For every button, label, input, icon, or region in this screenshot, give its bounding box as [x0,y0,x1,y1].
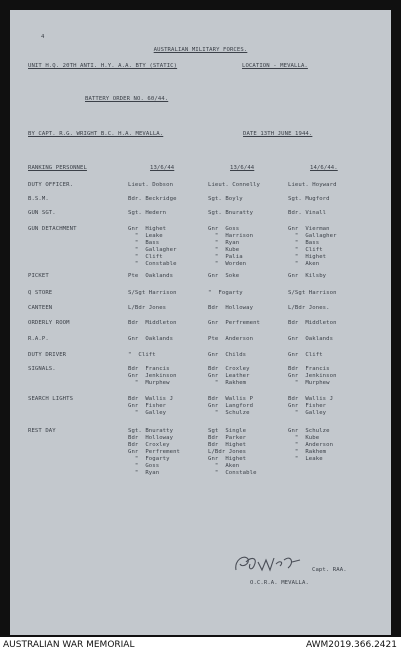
roster-cell: Gnr Highet " Leake " Bass " Gallagher " Clift " Constable [128,226,177,267]
roster-cell: Bdr. Vinall [288,210,327,216]
roster-cell: Gnr Vierman " Gallagher " Bass " Clift " Highet " Aken [288,226,337,267]
roster-row-label: SIGNALS. [28,366,56,372]
roster-cell: " Clift [128,352,156,358]
roster-cell: Lieut. Dobson [128,182,174,188]
roster-cell: Gnr Oaklands [288,336,334,342]
roster-cell: Bdr Francis Gnr Jenkinson " Murphew [128,366,177,386]
signature-image [232,550,322,578]
roster-cell: Gnr Kilsby [288,273,327,279]
roster-row-label: GUN SGT. [28,210,56,216]
roster-cell: Sgt. Boyly [208,196,243,202]
location-line: LOCATION - MEVALLA. [242,63,308,69]
roster-cell: Bdr Holloway [208,305,254,311]
roster-row-label: DUTY OFFICER. [28,182,74,188]
signature-title: O.C.R.A. MEVALLA. [250,580,309,586]
roster-cell: S/Sgt Harrison [128,290,177,296]
roster-row-label: CANTEEN [28,305,53,311]
roster-cell: Sgt. Bnuratty [208,210,254,216]
roster-cell: Gnr Schulze " Kube " Anderson " Rakhem " Leake [288,428,334,462]
roster-cell: Bdr Wallis J Gnr Fisher " Galley [128,396,174,416]
roster-cell: " Fogarty [208,290,243,296]
roster-cell: Gnr Goss " Harrison " Ryan " Kube " Palia " Worden [208,226,254,267]
roster-cell: Bdr Middleton [288,320,337,326]
roster-cell: Bdr Francis Gnr Jenkinson " Murphew [288,366,337,386]
roster-row-label: PICKET [28,273,49,279]
document-page [10,10,391,635]
roster-cell: Gnr Oaklands [128,336,174,342]
roster-cell: Gnr Childs [208,352,247,358]
by-line: BY CAPT. R.G. WRIGHT B.C. H.A. MEVALLA. [28,131,164,137]
roster-row-label: GUN DETACHMENT [28,226,77,232]
roster-cell: Lieut. Connelly [208,182,261,188]
page-mark: 4 [41,34,45,40]
column-header-label: RANKING PERSONNEL [28,165,87,171]
column-header-date-2: 13/6/44 [230,165,255,171]
roster-cell: Bdr Wallis P Gnr Langford " Schulze [208,396,254,416]
document-title: AUSTRALIAN MILITARY FORCES. [153,47,248,53]
roster-cell: Sgt. Bnuratty Bdr Holloway Bdr Croxley Gnr Perfrement " Fogarty " Goss " Ryan [128,428,181,476]
roster-cell: Pte Anderson [208,336,254,342]
roster-row-label: DUTY DRIVER [28,352,67,358]
roster-cell: L/Bdr Jones. [288,305,330,311]
roster-cell: Sgt. Mugford [288,196,330,202]
roster-cell: S/Sgt Harrison [288,290,337,296]
roster-cell: L/Bdr Jones [128,305,167,311]
roster-cell: Bdr Croxley Gnr Leather " Rakhem [208,366,250,386]
column-header-date-1: 13/6/44 [150,165,175,171]
roster-row-label: SEARCH LIGHTS [28,396,74,402]
roster-cell: Sgt. Hedern [128,210,167,216]
roster-cell: Sgt Single Bdr Parker Bdr Highet L/Bdr Jones Gnr Highet " Aken " Constable [208,428,257,476]
roster-row-label: R.A.P. [28,336,49,342]
roster-cell: Bdr Middleton [128,320,177,326]
roster-cell: Pte Oaklands [128,273,174,279]
footer-institution: AUSTRALIAN WAR MEMORIAL [3,640,135,650]
archive-footer [0,637,401,653]
roster-row-label: B.S.M. [28,196,49,202]
date-line: DATE 13TH JUNE 1944. [243,131,313,137]
roster-row-label: ORDERLY ROOM [28,320,70,326]
column-header-date-3: 14/6/44. [310,165,338,171]
order-number: BATTERY ORDER NO. 60/44. [85,96,169,102]
roster-cell: Gnr Perfrement [208,320,261,326]
roster-cell: Gnr Soke [208,273,240,279]
roster-cell: Gnr Clift [288,352,323,358]
roster-cell: Bdr Wallis J Gnr Fisher " Galley [288,396,334,416]
roster-row-label: Q STORE [28,290,53,296]
roster-row-label: REST DAY [28,428,56,434]
roster-cell: Lieut. Hoyward [288,182,337,188]
footer-accession: AWM2019.366.2421 [305,640,397,650]
signature-rank: Capt. RAA. [312,567,347,573]
roster-cell: Bdr. Beckridge [128,196,177,202]
unit-line: UNIT H.Q. 20TH ANTI. H.Y. A.A. BTY (STATIC) [28,63,178,69]
